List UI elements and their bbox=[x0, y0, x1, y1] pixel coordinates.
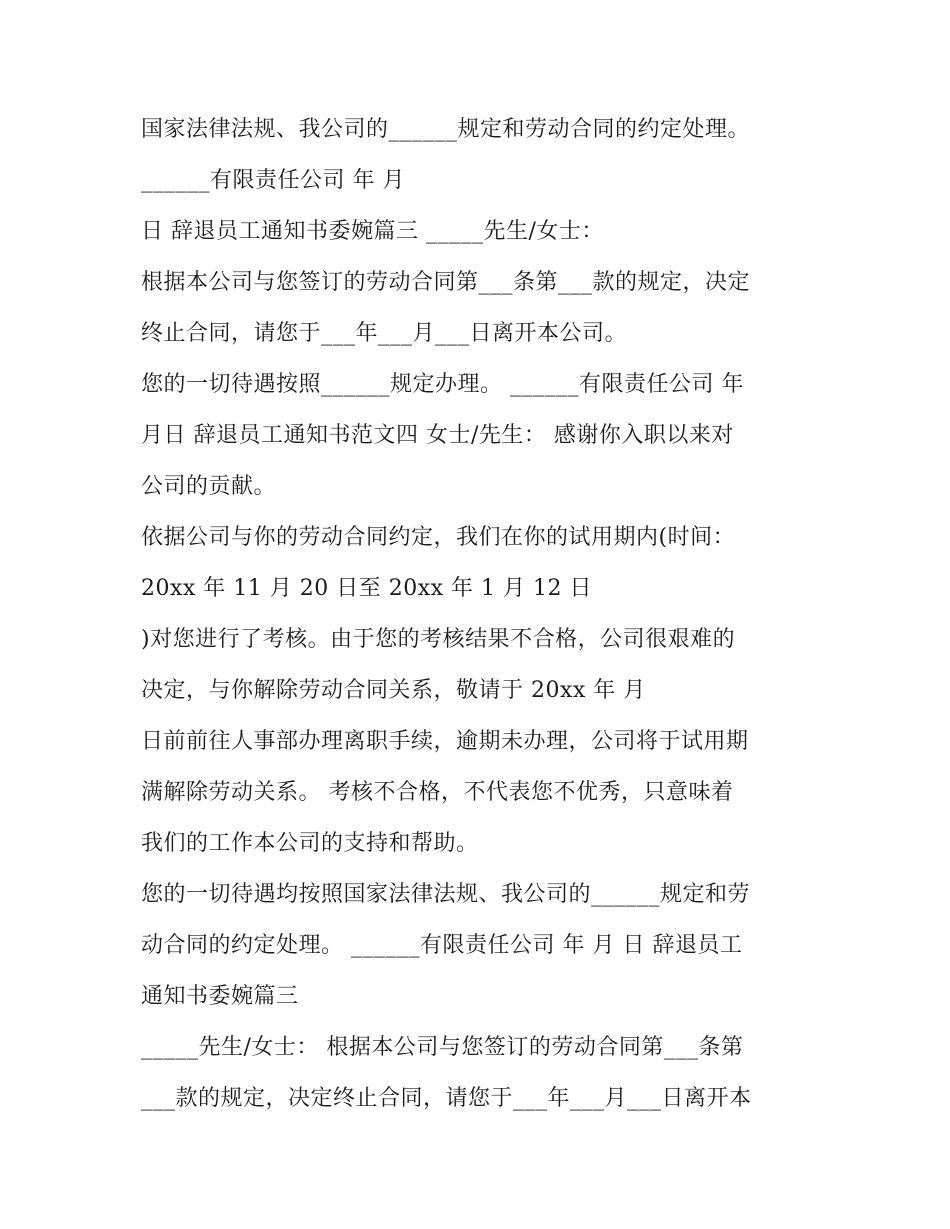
text-line: 根据本公司与您签订的劳动合同第___条第___款的规定，决定 bbox=[141, 270, 751, 295]
text-line: 您的一切待遇均按照国家法律法规、我公司的______规定和劳 bbox=[141, 882, 751, 907]
text-line: 月日 辞退员工通知书范文四 女士/先生： 感谢你入职以来对 bbox=[141, 423, 734, 448]
text-line: 您的一切待遇按照______规定办理。 ______有限责任公司 年 bbox=[141, 372, 744, 397]
text-line: 动合同的约定处理。 ______有限责任公司 年 月 日 辞退员工 bbox=[141, 933, 743, 958]
text-line: 满解除劳动关系。 考核不合格，不代表您不优秀，只意味着 bbox=[141, 780, 734, 805]
text-line: 我们的工作本公司的支持和帮助。 bbox=[141, 831, 479, 856]
text-line: 通知书委婉篇三 bbox=[141, 984, 299, 1009]
text-line: _____先生/女士： 根据本公司与您签订的劳动合同第___条第 bbox=[141, 1035, 744, 1060]
text-line: 终止合同，请您于___年___月___日离开本公司。 bbox=[141, 321, 628, 346]
text-line: 20xx 年 11 月 20 日至 20xx 年 1 月 12 日 bbox=[141, 576, 593, 601]
text-line: 国家法律法规、我公司的______规定和劳动合同的约定处理。 bbox=[141, 117, 751, 142]
text-line: 公司的贡献。 bbox=[141, 474, 277, 499]
text-line: 依据公司与你的劳动合同约定，我们在你的试用期内(时间： bbox=[141, 525, 736, 550]
document-body bbox=[141, 104, 821, 1124]
text-line: 决定，与你解除劳动合同关系，敬请于 20xx 年 月 bbox=[141, 678, 646, 703]
text-line: 日前前往人事部办理离职手续，逾期未办理，公司将于试用期 bbox=[141, 729, 749, 754]
text-line: ___款的规定，决定终止合同，请您于___年___月___日离开本 bbox=[141, 1086, 752, 1111]
text-line: 日 辞退员工通知书委婉篇三 _____先生/女士： bbox=[141, 219, 604, 244]
text-line: ______有限责任公司 年 月 bbox=[141, 168, 405, 193]
text-line: )对您进行了考核。由于您的考核结果不合格，公司很艰难的 bbox=[141, 627, 736, 652]
